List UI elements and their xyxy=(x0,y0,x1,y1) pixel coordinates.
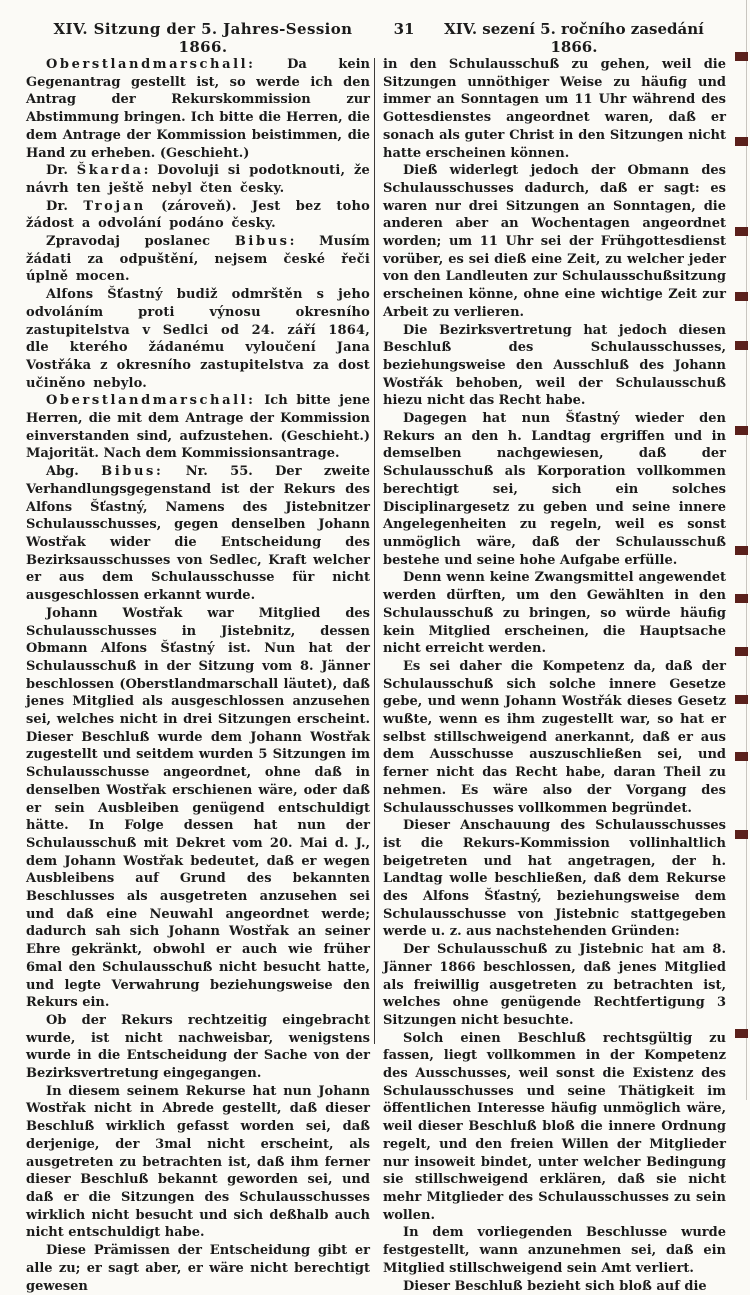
text-segment: Alfons Šťastný budiž odmrštěn s jeho odvoláním proti výnosu okresního zastupitelstva v Sedlci od 24. září 1864, dle kterého žádanému vyloučení Jana Vostřáka z okresního zastupitelstva za dost učiněno nebylo. xyxy=(26,287,370,391)
paragraph xyxy=(26,463,370,605)
text-segment: Ob der Rekurs rechtzeitig eingebracht wurde, ist nicht nachweisbar, wenigstens wurde in die Entscheidung der Sache von der Bezirksvertretung eingegangen. xyxy=(26,1012,370,1082)
speaker-name: Škarda xyxy=(76,163,144,179)
paragraph xyxy=(26,1083,370,1242)
column-rule xyxy=(374,58,375,1044)
text-segment: Diese Prämissen der Entscheidung gibt er alle zu; er sagt aber, er wäre nicht berechtigt gewesen xyxy=(26,1243,370,1294)
paragraph xyxy=(26,56,370,162)
text-segment: Nr. 55. Der zweite Verhandlungsgegenstand ist der Rekurs des Alfons Šťastný, Namens des Jistebnitzer Schulausschusses, gegen denselben Johann Wostřak wider die Entscheidung des Bezirksausschusses von Sedlec, Kraft welcher er aus dem Schulausschusse für nicht ausgeschlossen erkannt wurde. xyxy=(26,464,370,604)
paragraph xyxy=(383,322,726,411)
paragraph xyxy=(26,1012,370,1083)
text-segment: Denn wenn keine Zwangsmittel angewendet werden dürften, um den Gewählten in den Schulausschuß zu bringen, so würde häufig kein Mitglied erscheinen, die Hauptsache nicht erreicht werden. xyxy=(383,570,726,657)
text-segment: Die Bezirksvertretung hat jedoch diesen Beschluß des Schulausschusses, beziehungsweise den Ausschluß des Johann Wostřák behoben, weil der Schulausschuß hiezu nicht das Recht habe. xyxy=(383,322,726,409)
paragraph xyxy=(383,817,726,941)
paragraph xyxy=(383,569,726,658)
text-segment: Da kein Gegenantrag gestellt ist, so werde ich den Antrag der Rekurskommission zur Abstimmung bringen. Ich bitte die Herren, die dem Antrage der Kommission beistimmen, die Hand zu erheben. (Geschieht.) xyxy=(26,57,370,161)
text-segment: Es sei daher die Kompetenz da, daß der Schulausschuß sich solche innere Gesetze gebe, und wenn Johann Wostřák dieses Gesetz wußte, wenn es ihm zugestellt war, so hat er selbst stillschweigend anerkannt, daß er aus dem Ausschusse auszuschließen sei, und ferner nicht das Recht habe, daran Theil zu nehmen. Es wäre also der Vorgang des Schulausschusses vollkommen begründet. xyxy=(383,658,726,816)
paragraph xyxy=(26,286,370,392)
paragraph xyxy=(383,1278,726,1295)
text-segment: Dagegen hat nun Šťastný wieder den Rekurs an den h. Landtag ergriffen und in demselben nachgewiesen, daß der Schulausschuß als Korporation vollkommen berechtigt sei, sich ein solches Disciplinargesetz zu geben und seine innere Angelegenheiten zu regeln, weil es sonst unmöglich wäre, daß der Schulausschuß bestehe und seine hohe Aufgabe erfülle. xyxy=(383,411,726,568)
text-columns xyxy=(26,56,726,1295)
text-segment: Dieß widerlegt jedoch der Obmann des Schulausschusses dadurch, daß er sagt: es waren nur drei Sitzungen an Sonntagen, die anderen aber an Wochentagen angeordnet worden; um 11 Uhr sei der Frühgottesdienst vorüber, es sei dieß eine Zeit, zu welcher jeder von den Landleuten zur Schulausschußsitzung erscheinen könne, ohne eine wichtige Zeit zur Arbeit zu verlieren. xyxy=(383,163,726,320)
text-segment: : Musím žádati za odpuštění, nejsem české řeči úplně mocen. xyxy=(26,234,370,285)
text-segment: in den Schulausschuß zu gehen, weil die Sitzungen unnöthiger Weise zu häufig und immer an Sonntagen um 11 Uhr während des Gottesdienstes angeordnet waren, daß er sonach als guter Christ in den Sitzungen nicht hatte erscheinen können. xyxy=(383,57,726,161)
page-header xyxy=(38,20,708,56)
text-segment: Zpravodaj poslanec xyxy=(46,234,235,250)
paragraph xyxy=(26,233,370,286)
text-segment: Dr. xyxy=(46,198,84,214)
speaker-name: Oberstlandmarschall: xyxy=(46,57,256,72)
page-number: 31 xyxy=(393,20,415,38)
text-segment: Solch einen Beschluß rechtsgültig zu fassen, liegt vollkommen in der Kompetenz des Ausschusses, weil sonst die Existenz des Schulausschusses und seine Thätigkeit im öffentlichen Interesse häufig unmöglich wäre, weil dieser Beschluß bloß die innere Ordnung regelt, und den freien Willen der Mitglieder nur insoweit bindet, unter welcher Bedingung sie stillschweigend erklären, daß sie nicht mehr Mitglieder des Schulausschusses zu sein wollen. xyxy=(383,1030,726,1223)
left-text-column xyxy=(26,56,370,1295)
text-segment: In diesem seinem Rekurse hat nun Johann Wostřak nicht in Abrede gestellt, daß dieser Beschluß wirklich gefasst worden sei, daß derjenige, der 3mal nicht erscheint, als ausgetreten zu betrachten ist, daß ihm ferner dieser Beschluß bekannt geworden sei, und daß er die Sitzungen des Schulausschusses wirklich nicht besucht und sich deßhalb auch nicht entschuldigt habe. xyxy=(26,1083,370,1241)
text-segment: Der Schulausschuß zu Jistebnic hat am 8. Jänner 1866 beschlossen, daß jenes Mitglied als freiwillig ausgetreten zu betrachten ist, welches ohne genügende Rechtfertigung 3 Sitzungen nicht besuchte. xyxy=(383,942,726,1028)
paragraph xyxy=(383,941,726,1030)
header-title-czech: XIV. sezení 5. ročního zasedání 1866. xyxy=(444,20,704,56)
text-segment: Dieser Anschauung des Schulausschusses ist die Rekurs-Kommission vollinhaltlich beigetreten und hat angetragen, der h. Landtag wolle beschließen, daß dem Rekurse des Alfons Šťastný, beziehungsweise dem Schulausschusse von Jistebnic stattgegeben werde u. z. aus nachstehenden Gründen: xyxy=(383,818,726,940)
text-segment: Johann Wostřak war Mitglied des Schulausschusses in Jistebnitz, dessen Obmann Alfons Šťastný ist. Nun hat der Schulausschuß in der Sitzung vom 8. Jänner beschlossen (Oberstlandmarschall läutet), daß jenes Mitglied als ausgeschlossen anzusehen sei, welches nicht in drei Sitzungen erscheint. Dieser Beschluß wurde dem Johann Wostřak zugestellt und seitdem wurden 5 Sitzungen im Schulausschusse angeordnet, ohne daß in denselben Wostřak erschienen wäre, oder daß er sein Ausbleiben genügend entschuldigt hätte. In Folge dessen hat nun der Schulausschuß mit Dekret vom 20. Mai d. J., dem Johann Wostřak bedeutet, daß er wegen Ausbleibens auf Grund des bekannten Beschlusses als ausgetreten anzusehen sei und daß eine Neuwahl angeordnet werde; dadurch sah sich Johann Wostřak an seiner Ehre gekränkt, obwohl er auch wie früher 6mal den Schulausschuß nicht besucht hatte, und legte Verwahrung beziehungsweise den Rekurs ein. xyxy=(26,605,370,1011)
speaker-name: Trojan xyxy=(83,198,146,214)
paragraph xyxy=(26,392,370,463)
speaker-name: Bibus: xyxy=(101,464,164,480)
paragraph xyxy=(383,56,726,162)
text-segment: Ich bitte jene Herren, die mit dem Antrage der Kommission einverstanden sind, aufzustehen. (Geschieht.) Majorität. Nach dem Kommissionsantrage. xyxy=(26,393,370,462)
text-segment: : Dovoluji si podotknouti, že návrh ten ještě nebyl čten česky. xyxy=(26,163,370,196)
speaker-name: Oberstlandmarschall: xyxy=(46,393,256,409)
text-segment: Dr. xyxy=(46,163,77,179)
speaker-name: Bibus xyxy=(234,234,290,250)
paragraph xyxy=(383,410,726,569)
text-segment: Dieser Beschluß bezieht sich bloß auf die xyxy=(403,1278,707,1294)
text-segment: In dem vorliegenden Beschlusse wurde festgestellt, wann anzunehmen sei, daß ein Mitglied stillschweigend sein Amt verliert. xyxy=(383,1225,726,1276)
paragraph xyxy=(26,605,370,1012)
paragraph xyxy=(383,658,726,817)
scan-edge-line xyxy=(746,0,747,1100)
text-segment: (zároveň). Jest bez toho žádost a odvolání podáno česky. xyxy=(26,198,370,232)
header-title-german: XIV. Sitzung der 5. Jahres-Session 1866. xyxy=(53,20,353,56)
paragraph xyxy=(26,162,370,197)
right-text-column xyxy=(378,56,726,1295)
text-segment: Abg. xyxy=(46,464,102,480)
paragraph xyxy=(383,1224,726,1277)
paragraph xyxy=(383,162,726,321)
paragraph xyxy=(383,1030,726,1225)
paragraph xyxy=(26,198,370,233)
paragraph xyxy=(26,1242,370,1295)
